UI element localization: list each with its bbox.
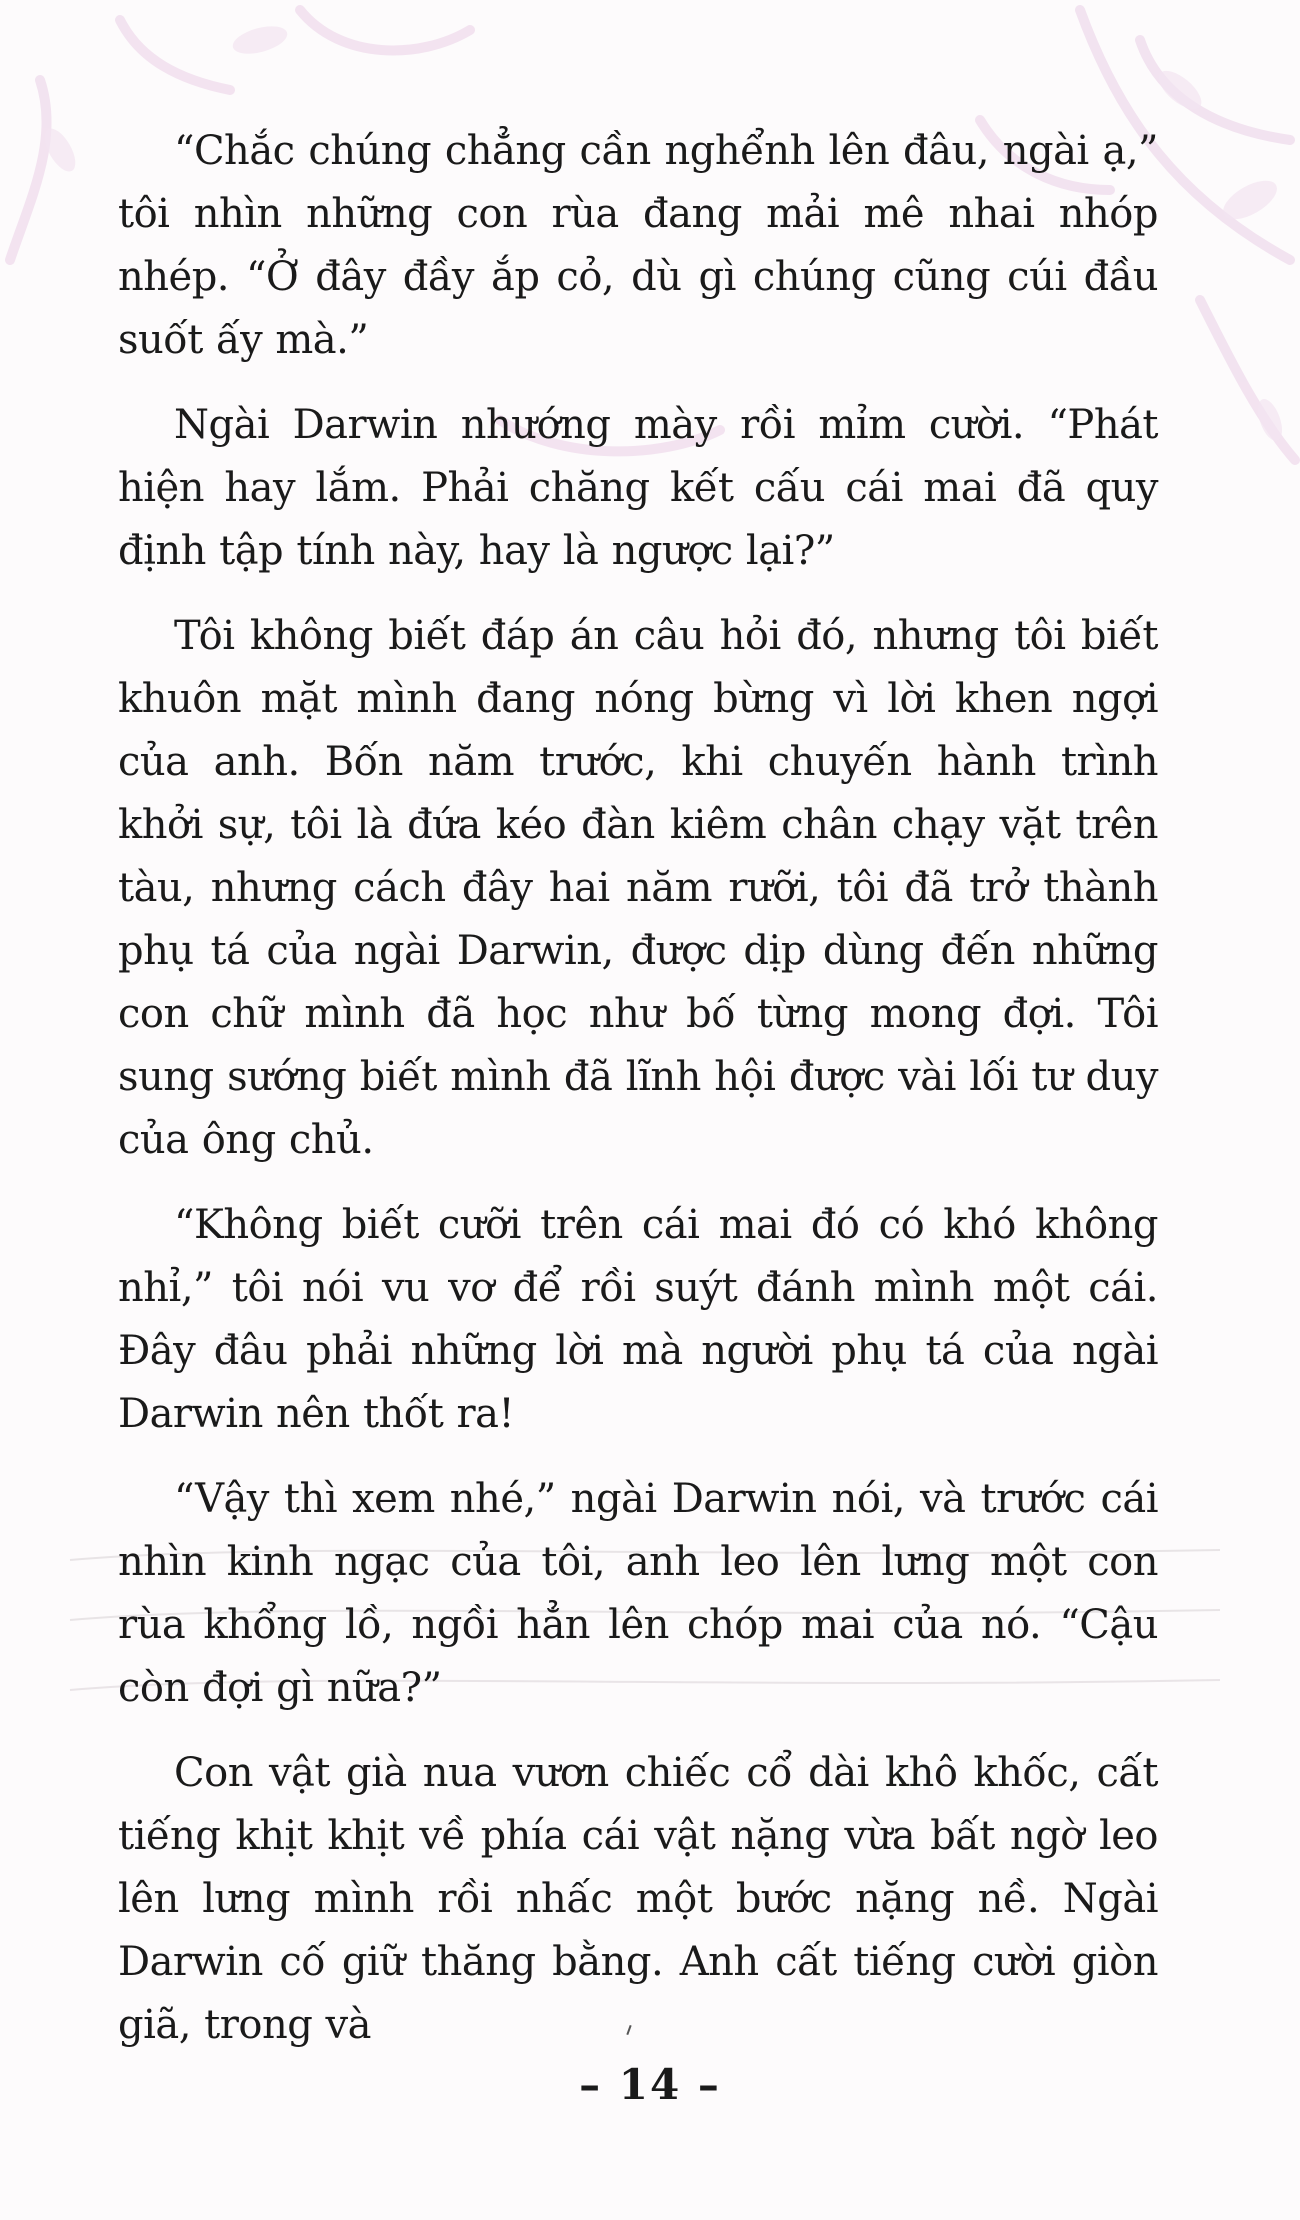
paragraph-4: “Không biết cưỡi trên cái mai đó có khó không nhỉ,” tôi nói vu vơ để rồi suýt đánh mình một cái. Đây đâu phải những lời mà người phụ tá của ngài Darwin nên thốt ra! xyxy=(118,1202,1158,1437)
paragraph-5: “Vậy thì xem nhé,” ngài Darwin nói, và trước cái nhìn kinh ngạc của tôi, anh leo lên lưng một con rùa khổng lồ, ngồi hẳn lên chóp mai của nó. “Cậu còn đợi gì nữa?” xyxy=(118,1476,1158,1711)
page-number-dash-right: – xyxy=(697,2060,721,2109)
paragraph-2: Ngài Darwin nhướng mày rồi mỉm cười. “Phát hiện hay lắm. Phải chăng kết cấu cái mai đã quy định tập tính này, hay là ngược lại?” xyxy=(118,402,1158,574)
paragraph-3: Tôi không biết đáp án câu hỏi đó, nhưng tôi biết khuôn mặt mình đang nóng bừng vì lời khen ngợi của anh. Bốn năm trước, khi chuyến hành trình khởi sự, tôi là đứa kéo đàn kiêm chân chạy vặt trên tàu, nhưng cách đây hai năm rưỡi, tôi đã trở thành phụ tá của ngài Darwin, được dịp dùng đến những con chữ mình đã học như bố từng mong đợi. Tôi sung sướng biết mình đã lĩnh hội được vài lối tư duy của ông chủ. xyxy=(118,613,1158,1163)
paragraph-6: Con vật già nua vươn chiếc cổ dài khô khốc, cất tiếng khịt khịt về phía cái vật nặng vừa bất ngờ leo lên lưng mình rồi nhấc một bước nặng nề. Ngài Darwin cố giữ thăng bằng. Anh cất tiếng cười giòn giã, trong và xyxy=(118,1750,1158,2048)
page-number xyxy=(0,2060,1300,2109)
page-number-dash-left: – xyxy=(579,2060,603,2109)
paragraph-1: “Chắc chúng chẳng cần nghểnh lên đâu, ngài ạ,” tôi nhìn những con rùa đang mải mê nhai nhóp nhép. “Ở đây đầy ắp cỏ, dù gì chúng cũng cúi đầu suốt ấy mà.” xyxy=(118,128,1158,363)
body-text xyxy=(118,120,1158,2079)
page-number-value: 14 xyxy=(618,2060,682,2109)
